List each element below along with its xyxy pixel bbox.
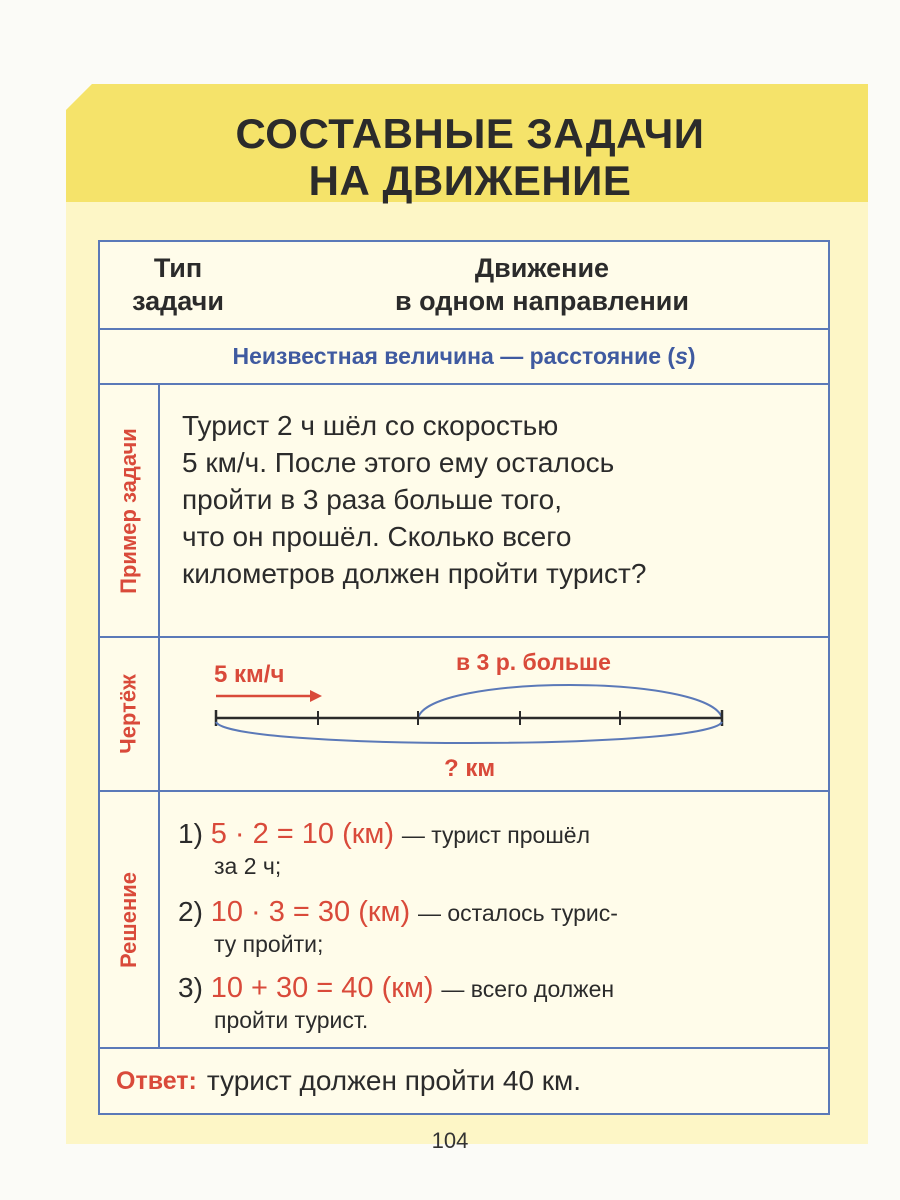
step-description: — турист прошёл xyxy=(401,822,591,848)
example-line: что он прошёл. Сколько всего xyxy=(182,521,572,552)
drawing-section-label: Чертёж xyxy=(116,674,142,754)
task-card xyxy=(98,240,830,1115)
example-line: Турист 2 ч шёл со скоростью xyxy=(182,410,559,441)
title-line-1: СОСТАВНЫЕ ЗАДАЧИ xyxy=(235,110,705,157)
solution-step-1 xyxy=(178,817,828,880)
type-label-line-2: задачи xyxy=(132,286,224,316)
bottom-bracket xyxy=(216,722,722,743)
example-section-label: Пример задачи xyxy=(116,427,142,594)
step-number: 2) xyxy=(178,896,203,927)
step-expression: 5 · 2 = 10 (км) xyxy=(210,818,395,850)
unknown-close: ) xyxy=(687,343,696,369)
page-number: 104 xyxy=(431,1128,469,1153)
step-description: — осталось турис- xyxy=(417,900,618,926)
solution-step-3 xyxy=(178,971,828,1034)
question-label: ? км xyxy=(444,755,496,782)
step-number: 1) xyxy=(178,818,203,849)
answer-text: турист должен пройти 40 км. xyxy=(206,1065,582,1096)
task-type-header xyxy=(100,242,828,330)
speed-label: 5 км/ч xyxy=(214,661,285,688)
example-line: пройти в 3 раза больше того, xyxy=(182,484,562,515)
step-number: 3) xyxy=(178,972,203,1003)
step-continuation: пройти турист. xyxy=(214,1007,369,1033)
unknown-symbol: s xyxy=(675,343,688,369)
type-label-line-1: Тип xyxy=(153,253,203,283)
title-line-2: НА ДВИЖЕНИЕ xyxy=(308,157,632,204)
type-value-line-1: Движение xyxy=(474,253,610,283)
motion-diagram xyxy=(100,638,832,798)
answer-row xyxy=(100,1047,828,1115)
page-title xyxy=(100,110,840,204)
solution-section-label: Решение xyxy=(116,871,142,968)
step-continuation: ту пройти; xyxy=(214,931,324,957)
example-text xyxy=(182,407,822,592)
type-value-line-2: в одном направлении xyxy=(395,286,689,316)
answer-label: Ответ: xyxy=(116,1066,197,1095)
example-line: 5 км/ч. После этого ему осталось xyxy=(182,447,615,478)
unknown-text: Неизвестная величина — расстояние ( xyxy=(232,343,676,369)
example-line: километров должен пройти турист? xyxy=(182,558,647,589)
step-continuation: за 2 ч; xyxy=(214,853,282,879)
step-expression: 10 + 30 = 40 (км) xyxy=(210,972,434,1004)
task-type-value xyxy=(256,242,828,328)
unknown-quantity xyxy=(100,330,828,385)
top-bracket xyxy=(418,685,722,718)
times-label: в 3 р. больше xyxy=(456,649,611,675)
step-description: — всего должен xyxy=(441,976,615,1002)
speed-arrow-head xyxy=(310,690,322,702)
step-expression: 10 · 3 = 30 (км) xyxy=(210,896,411,928)
solution-step-2 xyxy=(178,895,828,958)
task-type-label xyxy=(100,242,256,328)
